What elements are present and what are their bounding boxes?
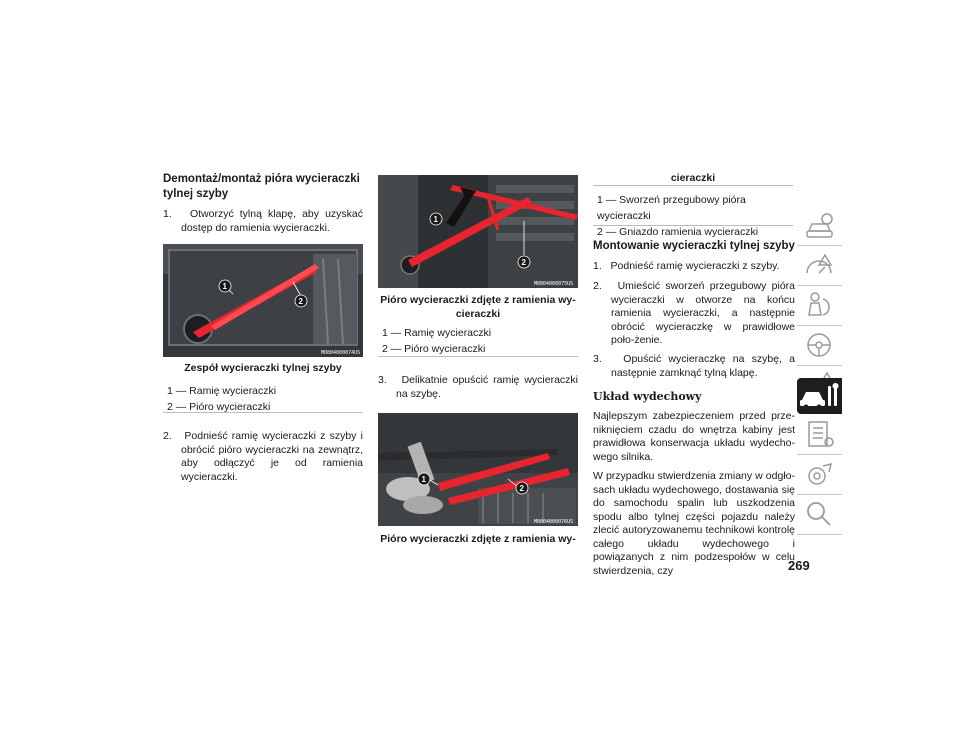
- maintenance-list-icon: [797, 414, 842, 454]
- step-number: 1.: [593, 260, 602, 272]
- section-heading: Demontaż/montaż pióra wycieraczki tylnej szyby: [163, 173, 360, 200]
- legend: [167, 383, 276, 415]
- figure-wiper-blade-removed: [378, 175, 578, 288]
- paragraph: Najlepszym zabezpieczeniem przed prze-niknięciem czadu do wnętrza kabiny jest prawidłowa konserwacja układu wydecho-wego silnika.: [593, 410, 795, 463]
- divider: [593, 225, 793, 226]
- figure-code: M0804000074US: [321, 350, 361, 356]
- marker-1: 1: [222, 282, 227, 291]
- legend: [382, 325, 491, 357]
- page-number: 269: [788, 558, 810, 573]
- legend-item: 2 — Pióro wycieraczki: [167, 401, 271, 413]
- step-text: Otworzyć tylną klapę, aby uzyskać dostęp do ramienia wycieraczki.: [181, 208, 363, 234]
- step-1: [593, 260, 795, 274]
- divider: [163, 412, 363, 413]
- figure-code: M0804000075US: [534, 281, 574, 287]
- step-text: Podnieść ramię wycieraczki z szyby.: [610, 260, 780, 272]
- car-wrench-icon: [797, 378, 842, 414]
- safety-icon: [797, 285, 842, 325]
- step-text: Podnieść ramię wycieraczki z szyby i obrócić pióro wycieraczki na zewnątrz, aby odłączyć je od ramienia wycieraczki.: [181, 430, 363, 483]
- section-heading-exhaust: Układ wydechowy: [593, 390, 702, 403]
- car-info-icon: [797, 205, 842, 245]
- marker-2: 2: [298, 297, 303, 306]
- marker-1: 1: [433, 215, 438, 224]
- tab-dashboard[interactable]: [797, 245, 842, 286]
- tab-driving[interactable]: [797, 325, 842, 366]
- legend-item: 1 — Ramię wycieraczki: [382, 327, 492, 339]
- step-2: [163, 430, 363, 484]
- dashboard-warning-icon: [797, 245, 842, 285]
- step-number: 3.: [378, 374, 387, 386]
- figure-caption: Zespół wycieraczki tylnej szyby: [184, 362, 342, 374]
- section-heading: Montowanie wycieraczki tylnej szyby: [593, 240, 795, 252]
- legend-item: 1 — Ramię wycieraczki: [167, 385, 277, 397]
- legend-item: 2 — Pióro wycieraczki: [382, 343, 486, 355]
- figure-caption: Pióro wycieraczki zdjęte z ramienia wy-cieraczki: [380, 294, 576, 320]
- legend-item: 2 — Gniazdo ramienia wycieraczki: [597, 226, 759, 238]
- step-2: [593, 280, 795, 348]
- step-text: Opuścić wycieraczkę na szybę, a następnie zamknąć tylną klapę.: [611, 353, 795, 379]
- marker-2: 2: [519, 484, 524, 493]
- figure-wiper-blade-removed-2: [378, 413, 578, 526]
- marker-1: 1: [421, 475, 426, 484]
- legend-item: 1 — Sworzeń przegubowy pióra wycieraczki: [597, 194, 746, 222]
- technical-data-icon: [797, 454, 842, 494]
- step-number: 3.: [593, 353, 602, 365]
- figure-caption-continued: cieraczki: [670, 172, 716, 184]
- tab-car-info[interactable]: [797, 205, 842, 246]
- legend: [597, 192, 795, 240]
- tab-maintenance[interactable]: [797, 414, 842, 455]
- tab-divider: [797, 494, 842, 535]
- tab-servicing[interactable]: [797, 378, 842, 414]
- figure-caption: Pióro wycieraczki zdjęte z ramienia wy-: [380, 533, 576, 545]
- step-3: [593, 353, 795, 380]
- divider: [593, 185, 793, 186]
- divider: [378, 356, 578, 357]
- step-number: 2.: [163, 430, 172, 442]
- figure-rear-wiper-assembly: [163, 244, 363, 357]
- step-number: 2.: [593, 280, 602, 292]
- paragraph: W przypadku stwierdzenia zmiany w odgło-sach układu wydechowego, dostawania się do samochodu spalin lub uszkodzenia spodu albo tylnej części pojazdu należy zlecić autoryzowanemu technikowi kontrolę całego układu wydechowego i powiązanych z nim podzespołów w celu stwierdzenia, czy: [593, 470, 795, 577]
- marker-2: 2: [521, 258, 526, 267]
- step-1: [163, 208, 363, 235]
- figure-code: M0804000076US: [534, 519, 574, 525]
- step-3: [378, 374, 578, 401]
- step-number: 1.: [163, 208, 172, 220]
- step-text: Delikatnie opuścić ramię wycieraczki na szybę.: [396, 374, 578, 400]
- step-text: Umieścić sworzeń przegubowy pióra wycieraczki w otworze na końcu ramienia wycieraczki, a następnie obrócić wycieraczkę w prawidłowe poło-żenie.: [611, 280, 795, 346]
- tab-technical-data[interactable]: [797, 454, 842, 495]
- steering-wheel-icon: [797, 325, 842, 365]
- tab-safety[interactable]: [797, 285, 842, 326]
